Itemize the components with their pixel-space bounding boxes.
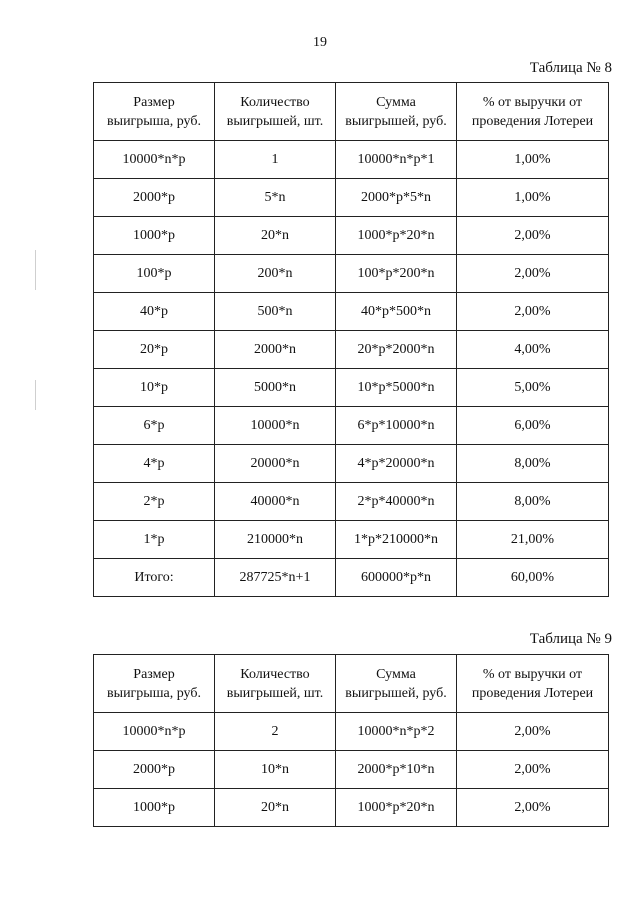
cell-total-percent: 60,00% (457, 559, 609, 597)
cell-revenue-percent: 2,00% (457, 789, 609, 827)
cell-prize-count: 40000*n (215, 483, 336, 521)
cell-prize-count: 2000*n (215, 331, 336, 369)
cell-prize-size: 10*p (94, 369, 215, 407)
prize-table-9 (93, 654, 609, 827)
table-row (94, 293, 609, 331)
cell-prize-sum: 40*p*500*n (336, 293, 457, 331)
cell-total-label: Итого: (94, 559, 215, 597)
cell-revenue-percent: 2,00% (457, 751, 609, 789)
cell-prize-size: 100*p (94, 255, 215, 293)
header-revenue-percent: % от выручки от проведения Лотереи (457, 655, 609, 713)
cell-prize-size: 1*p (94, 521, 215, 559)
cell-revenue-percent: 2,00% (457, 255, 609, 293)
table-total-row (94, 559, 609, 597)
cell-prize-size: 40*p (94, 293, 215, 331)
prize-table-8 (93, 82, 609, 597)
table-header-row (94, 655, 609, 713)
header-prize-size: Размер выигрыша, руб. (94, 83, 215, 141)
cell-revenue-percent: 1,00% (457, 179, 609, 217)
cell-revenue-percent: 1,00% (457, 141, 609, 179)
table-row (94, 445, 609, 483)
table-8-caption: Таблица № 8 (529, 60, 612, 76)
cell-prize-count: 1 (215, 141, 336, 179)
table-row (94, 141, 609, 179)
cell-total-sum: 600000*p*n (336, 559, 457, 597)
cell-prize-count: 2 (215, 713, 336, 751)
table-row (94, 407, 609, 445)
cell-prize-size: 2000*p (94, 179, 215, 217)
cell-revenue-percent: 5,00% (457, 369, 609, 407)
cell-prize-sum: 10000*n*p*2 (336, 713, 457, 751)
cell-prize-sum: 6*p*10000*n (336, 407, 457, 445)
cell-prize-size: 10000*n*p (94, 141, 215, 179)
cell-prize-size: 1000*p (94, 789, 215, 827)
table-row (94, 369, 609, 407)
cell-revenue-percent: 21,00% (457, 521, 609, 559)
cell-revenue-percent: 2,00% (457, 217, 609, 255)
page-number: 19 (313, 35, 327, 50)
table-9-caption: Таблица № 9 (529, 631, 612, 647)
cell-prize-sum: 4*p*20000*n (336, 445, 457, 483)
table-row (94, 217, 609, 255)
cell-prize-sum: 2*p*40000*n (336, 483, 457, 521)
table-row (94, 521, 609, 559)
cell-prize-sum: 100*p*200*n (336, 255, 457, 293)
scan-margin-line (35, 380, 36, 410)
cell-prize-sum: 2000*p*10*n (336, 751, 457, 789)
cell-prize-count: 5*n (215, 179, 336, 217)
cell-revenue-percent: 8,00% (457, 445, 609, 483)
cell-prize-count: 20*n (215, 789, 336, 827)
table-header-row (94, 83, 609, 141)
cell-prize-sum: 20*p*2000*n (336, 331, 457, 369)
cell-revenue-percent: 2,00% (457, 713, 609, 751)
cell-revenue-percent: 4,00% (457, 331, 609, 369)
cell-prize-sum: 10000*n*p*1 (336, 141, 457, 179)
cell-prize-sum: 2000*p*5*n (336, 179, 457, 217)
cell-revenue-percent: 8,00% (457, 483, 609, 521)
cell-prize-size: 1000*p (94, 217, 215, 255)
cell-prize-count: 500*n (215, 293, 336, 331)
cell-revenue-percent: 6,00% (457, 407, 609, 445)
header-prize-sum: Сумма выигрышей, руб. (336, 83, 457, 141)
cell-prize-size: 2*p (94, 483, 215, 521)
cell-prize-count: 20*n (215, 217, 336, 255)
table-row (94, 751, 609, 789)
cell-total-count: 287725*n+1 (215, 559, 336, 597)
cell-prize-sum: 1000*p*20*n (336, 217, 457, 255)
table-row (94, 713, 609, 751)
cell-prize-sum: 1000*p*20*n (336, 789, 457, 827)
cell-prize-count: 200*n (215, 255, 336, 293)
cell-prize-count: 10*n (215, 751, 336, 789)
scan-margin-line (35, 250, 36, 290)
cell-revenue-percent: 2,00% (457, 293, 609, 331)
cell-prize-size: 20*p (94, 331, 215, 369)
header-prize-size: Размер выигрыша, руб. (94, 655, 215, 713)
cell-prize-size: 4*p (94, 445, 215, 483)
cell-prize-size: 10000*n*p (94, 713, 215, 751)
cell-prize-count: 5000*n (215, 369, 336, 407)
cell-prize-count: 20000*n (215, 445, 336, 483)
header-revenue-percent: % от выручки от проведения Лотереи (457, 83, 609, 141)
cell-prize-sum: 1*p*210000*n (336, 521, 457, 559)
table-row (94, 483, 609, 521)
header-prize-count: Количество выигрышей, шт. (215, 83, 336, 141)
header-prize-count: Количество выигрышей, шт. (215, 655, 336, 713)
cell-prize-size: 6*p (94, 407, 215, 445)
cell-prize-count: 10000*n (215, 407, 336, 445)
table-row (94, 331, 609, 369)
table-row (94, 179, 609, 217)
cell-prize-sum: 10*p*5000*n (336, 369, 457, 407)
table-row (94, 255, 609, 293)
cell-prize-size: 2000*p (94, 751, 215, 789)
header-prize-sum: Сумма выигрышей, руб. (336, 655, 457, 713)
cell-prize-count: 210000*n (215, 521, 336, 559)
table-row (94, 789, 609, 827)
